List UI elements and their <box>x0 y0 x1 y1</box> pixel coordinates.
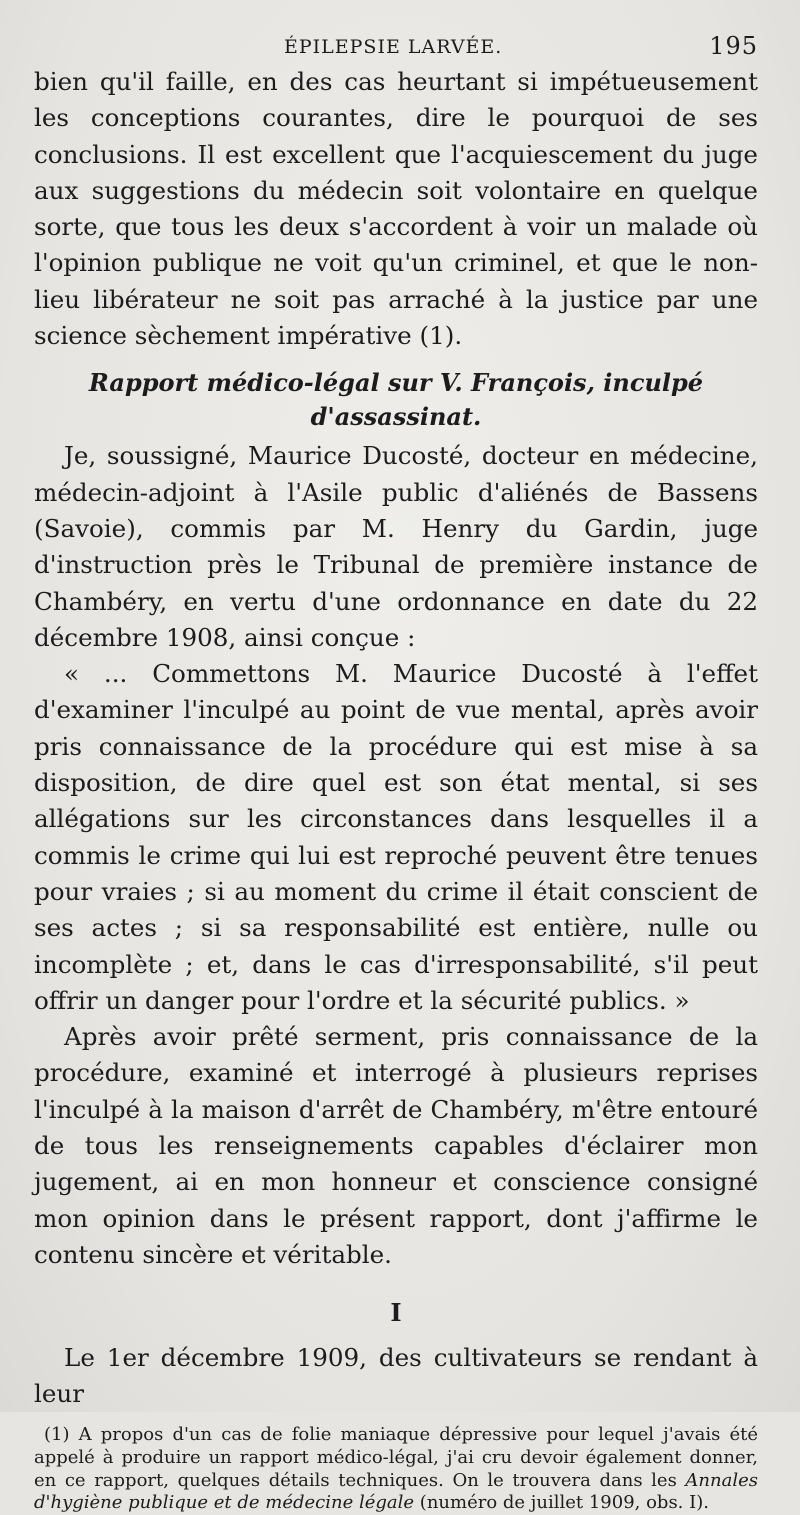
page-number: 195 <box>709 32 758 60</box>
main-text <box>34 64 758 1412</box>
footnote-text-end: (numéro de juillet 1909, obs. I). <box>419 1492 709 1514</box>
report-paragraph-1: Je, soussigné, Maurice Ducosté, docteur en médecine, médecin-adjoint à l'Asile public d'aliénés de Bassens (Savoie), commis par M. Henry du Gardin, juge d'instruction près le Tribunal de première instance de Chambéry, en vertu d'une ordonnance en date du 22 décembre 1908, ainsi conçue : <box>34 441 758 652</box>
report-heading: Rapport médico-légal sur V. François, inculpé d'assassinat. <box>88 368 704 432</box>
report-paragraph-2: « ... Commettons M. Maurice Ducosté à l'effet d'examiner l'inculpé au point de vue mental, après avoir pris connaissance de la procédure qui est mise à sa disposition, de dire quel est son état mental, si ses allégations sur les circonstances dans lesquelles il a commis le crime qui lui est reproché peuvent être tenues pour vraies ; si au moment du crime il était conscient de ses actes ; si sa responsabilité est entière, nulle ou incomplète ; et, dans le cas d'irresponsabilité, s'il peut offrir un danger pour l'ordre et la sécurité publics. » <box>34 659 758 1015</box>
report-paragraph-3: Après avoir prêté serment, pris connaissance de la procédure, examiné et interrogé à plusieurs reprises l'inculpé à la maison d'arrêt de Chambéry, m'être entouré de tous les renseignements capables d'éclairer mon jugement, ai en mon honneur et conscience consigné mon opinion dans le présent rapport, dont j'affirme le contenu sincère et véritable. <box>34 1022 758 1269</box>
footnote <box>34 1424 758 1515</box>
footnote-text: A propos d'un cas de folie maniaque dépressive pour lequel j'avais été appelé à produire un rapport médico-légal, j'ai cru devoir également donner, en ce rapport, quelques détails techniques. On le trouvera dans les <box>34 1424 758 1491</box>
opening-paragraph: bien qu'il faille, en des cas heurtant si impétueusement les conceptions courantes, dire le pourquoi de ses conclusions. Il est excellent que l'acquiescement du juge aux suggestions du médecin soit volontaire en quelque sorte, que tous les deux s'accordent à voir un malade où l'opinion publique ne voit qu'un criminel, et que le non-lieu libérateur ne soit pas arraché à la justice par une science sèchement impérative (1). <box>34 67 758 351</box>
section-number: I <box>390 1298 402 1328</box>
footnote-marker: (1) <box>44 1424 70 1446</box>
running-header <box>34 28 758 64</box>
running-title: ÉPILEPSIE LARVÉE. <box>284 36 503 58</box>
footnote-journal-title: Annales d'hygiène publique et de médecine légale <box>34 1469 758 1514</box>
section-opening-line: Le 1er décembre 1909, des cultivateurs se rendant à leur <box>34 1342 758 1408</box>
